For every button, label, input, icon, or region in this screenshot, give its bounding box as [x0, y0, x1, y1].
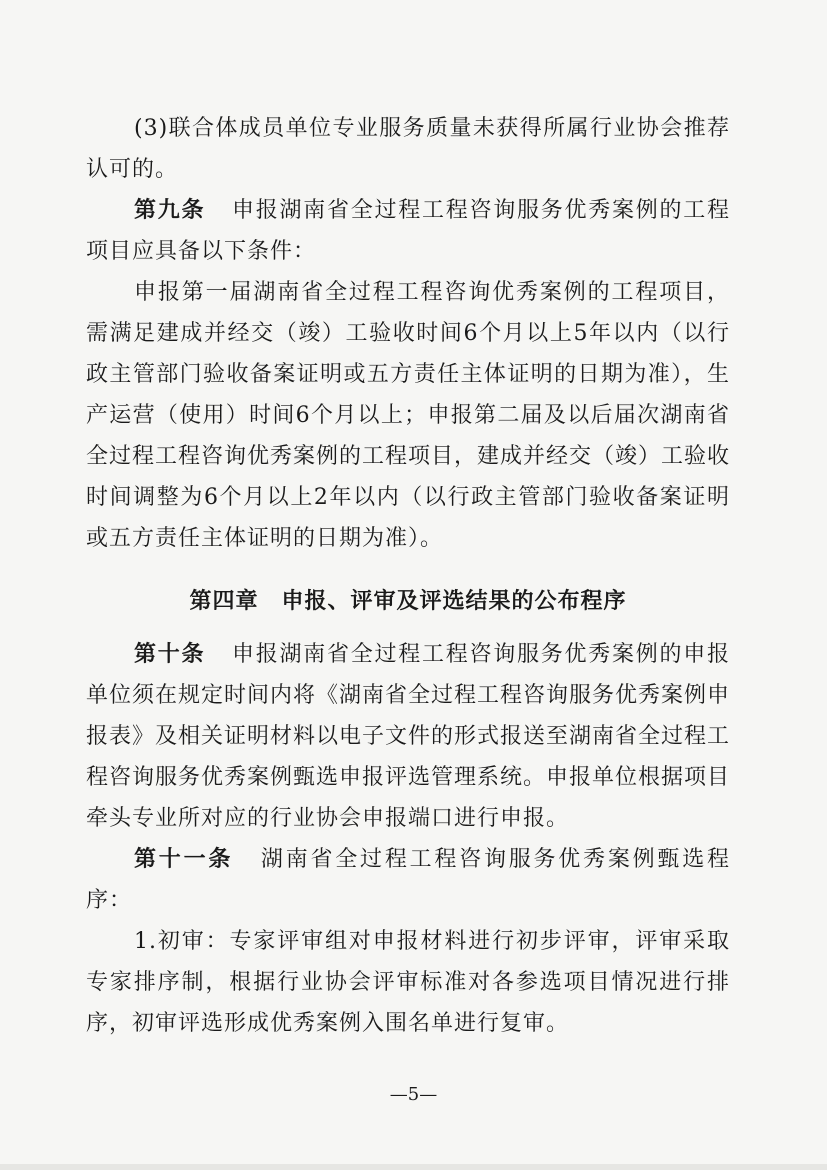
document-body — [86, 108, 730, 559]
paragraph-clause-3: (3)联合体成员单位专业服务质量未获得所属行业协会推荐认可的。 — [86, 116, 730, 182]
chapter-4-title: 第四章 申报、评审及评选结果的公布程序 — [189, 588, 627, 614]
paragraph-preliminary-review: 1.初审：专家评审组对申报材料进行初步评审，评审采取专家排序制，根据行业协会评审标准对各参选项目情况进行排序，初审评选形成优秀案例入围名单进行复审。 — [86, 929, 730, 1036]
chapter-block — [86, 581, 730, 622]
paragraph-article-9 — [86, 190, 730, 272]
article-9-heading: 第九条 — [134, 197, 206, 223]
article-11-text: 湖南省全过程工程咨询服务优秀案例甄选程序： — [86, 847, 730, 913]
paragraph-article-10 — [86, 634, 730, 839]
document-body-2 — [86, 634, 730, 1044]
paragraph-article-11 — [86, 839, 730, 921]
page-number: —5— — [389, 1084, 438, 1105]
paragraph-conditions: 申报第一届湖南省全过程工程咨询优秀案例的工程项目，需满足建成并经交（竣）工验收时间6个月以上5年以内（以行政主管部门验收备案证明或五方责任主体证明的日期为准），生产运营（使用）时间6个月以上；申报第二届及以后届次湖南省全过程工程咨询优秀案例的工程项目，建成并经交（竣）工验收时间调整为6个月以上2年以内（以行政主管部门验收备案证明或五方责任主体证明的日期为准）。 — [86, 280, 731, 551]
article-9-text: 申报湖南省全过程工程咨询服务优秀案例的工程项目应具备以下条件： — [86, 198, 730, 264]
article-11-heading: 第十一条 — [134, 846, 234, 872]
article-10-heading: 第十条 — [134, 641, 206, 667]
page-bottom-edge — [0, 1164, 827, 1170]
article-10-text: 申报湖南省全过程工程咨询服务优秀案例的申报单位须在规定时间内将《湖南省全过程工程咨询服务优秀案例申报表》及相关证明材料以电子文件的形式报送至湖南省全过程工程咨询服务优秀案例甄选申报评选管理系统。申报单位根据项目牵头专业所对应的行业协会申报端口进行申报。 — [86, 642, 731, 831]
